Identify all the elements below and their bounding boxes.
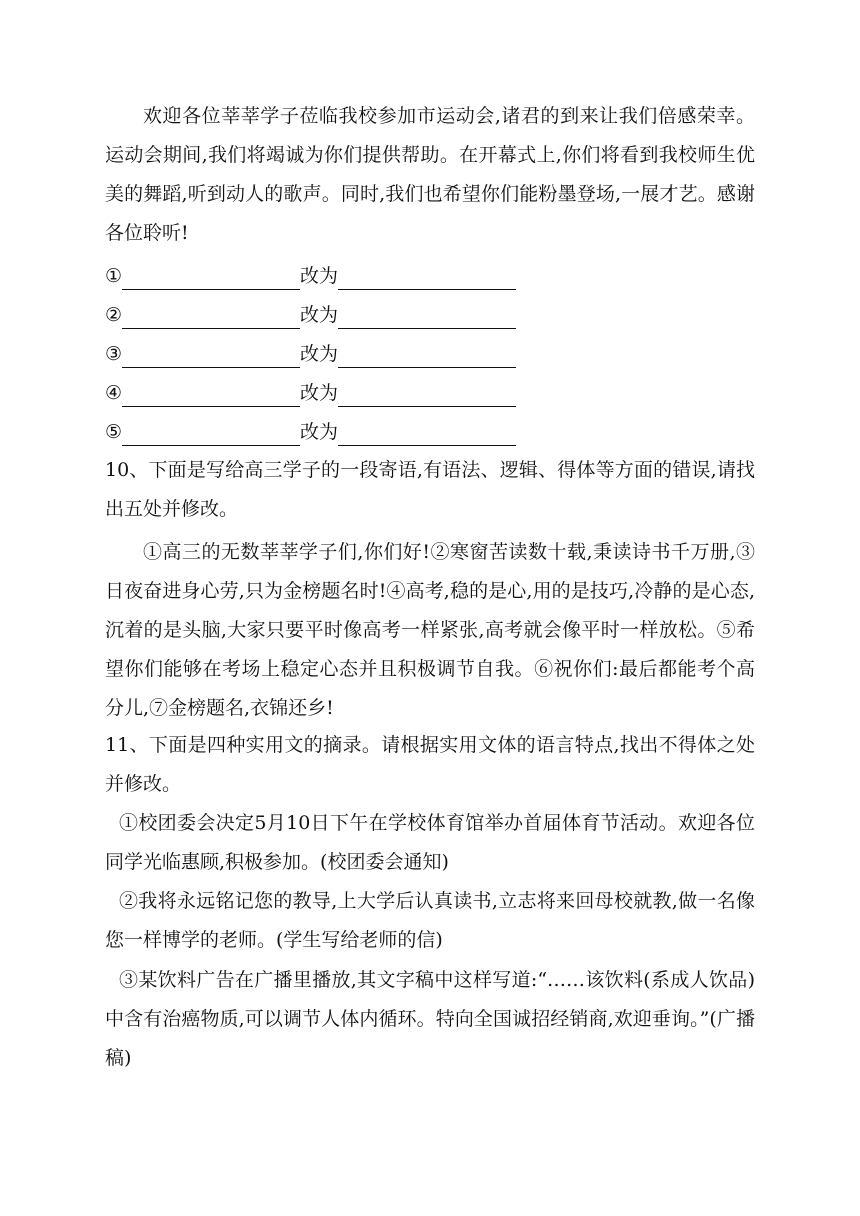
- question-11-item-3: ③某饮料广告在广播里播放,其文字稿中这样写道:“……该饮料(系成人饮品)中含有治癌物质,可以调节人体内循环。特向全国诚招经销商,欢迎垂询。”(广播稿): [105, 969, 755, 1069]
- answer-row-3: [105, 340, 516, 368]
- answer-connector: 改为: [300, 265, 339, 287]
- answer-blank-original[interactable]: [122, 384, 300, 407]
- answer-connector: 改为: [300, 304, 339, 326]
- passage-9-text: 欢迎各位莘莘学子莅临我校参加市运动会,诸君的到来让我们倍感荣幸。运动会期间,我们将竭诚为你们提供帮助。在开幕式上,你们将看到我校师生优美的舞蹈,听到动人的歌声。同时,我们也希望你们能粉墨登场,一展才艺。感谢各位聆听!: [105, 105, 755, 244]
- answer-blank-revision[interactable]: [338, 306, 516, 329]
- answer-marker: ①: [105, 265, 123, 287]
- answer-blank-revision[interactable]: [338, 345, 516, 368]
- answer-marker: ③: [105, 343, 123, 365]
- answer-blank-original[interactable]: [122, 306, 300, 329]
- answer-marker: ④: [105, 382, 123, 404]
- question-11-item-2: ②我将永远铭记您的教导,上大学后认真读书,立志将来回母校就教,做一名像您一样博学的老师。(学生写给老师的信): [105, 890, 755, 951]
- answer-blank-original[interactable]: [122, 423, 300, 446]
- answer-connector: 改为: [300, 343, 339, 365]
- answer-marker: ⑤: [105, 421, 123, 443]
- question-10-text: ①高三的无数莘莘学子们,你们好!②寒窗苦读数十载,秉读诗书千万册,③日夜奋进身心劳,只为金榜题名时!④高考,稳的是心,用的是技巧,冷静的是心态,沉着的是头脑,大家只要平时像高考一样紧张,高考就会像平时一样放松。⑤希望你们能够在考场上稳定心态并且积极调节自我。⑥祝你们:最后都能考个高分儿,⑦金榜题名,衣锦还乡!: [105, 541, 755, 719]
- answer-connector: 改为: [300, 382, 339, 404]
- question-11-prompt: 11、下面是四种实用文的摘录。请根据实用文体的语言特点,找出不得体之处并修改。: [105, 734, 755, 795]
- answer-marker: ②: [105, 304, 123, 326]
- answer-row-5: [105, 418, 516, 446]
- answer-blank-revision[interactable]: [338, 267, 516, 290]
- answer-row-4: [105, 379, 516, 407]
- question-11-item-1: ①校团委会决定5月10日下午在学校体育馆举办首届体育节活动。欢迎各位同学光临惠顾,积极参加。(校团委会通知): [105, 812, 755, 873]
- answer-blank-revision[interactable]: [338, 384, 516, 407]
- answer-blank-revision[interactable]: [338, 423, 516, 446]
- answer-blank-original[interactable]: [122, 345, 300, 368]
- answer-connector: 改为: [300, 421, 339, 443]
- answer-row-2: [105, 301, 516, 329]
- answer-row-1: [105, 262, 516, 290]
- question-10-prompt: 10、下面是写给高三学子的一段寄语,有语法、逻辑、得体等方面的错误,请找出五处并修改。: [105, 459, 755, 520]
- answer-blank-original[interactable]: [122, 267, 300, 290]
